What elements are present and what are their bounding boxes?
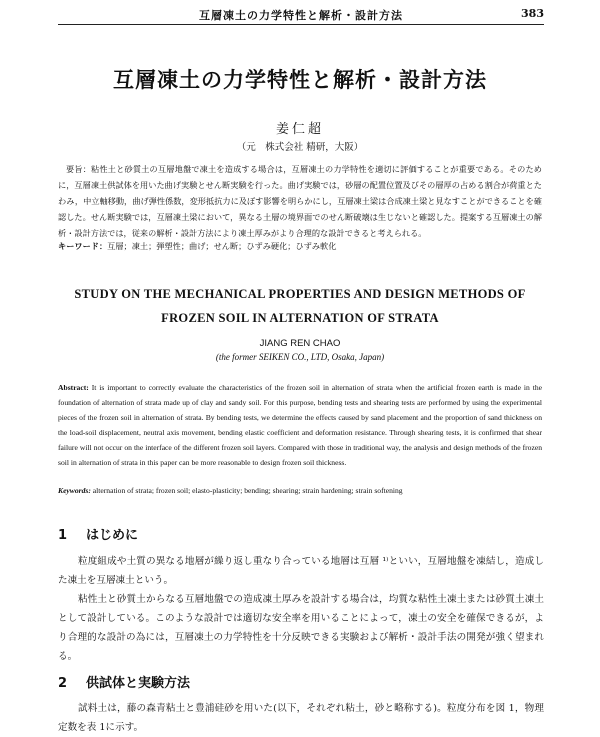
author-name-ja: 姜仁超 [275, 122, 324, 137]
section-1-body [58, 552, 544, 666]
keywords-en [58, 486, 542, 495]
section-1-heading [58, 524, 138, 543]
abstract-en [58, 380, 542, 470]
section-1-title: はじめに [86, 528, 139, 543]
abstract-ja [58, 161, 542, 241]
running-head-title: 互層凍土の力学特性と解析・設計方法 [199, 9, 403, 22]
keywords-ja-label: キーワード： [58, 241, 108, 251]
section-2-heading [58, 672, 190, 691]
affiliation-ja: （元 株式会社 精研，大阪） [236, 142, 364, 153]
keywords-ja [58, 241, 542, 252]
section-2-body [58, 699, 544, 737]
keywords-en-label: Keywords: [58, 486, 91, 495]
section-1-paragraph: 粘性土と砂質土からなる互層地盤での造成凍土厚みを設計する場合は，均質な粘性土凍土または砂質土凍土として設計している。このような設計では適切な安全率を用いることによって，凍土の安全を確保できるが，より合理的な設計の為には，互層凍土の力学特性を十分反映できる実験および解析・設計手法の開発が強く望まれる。 [58, 594, 544, 662]
section-2-paragraph: 試料土は，藤の森青粘土と豊浦硅砂を用いた(以下，それぞれ粘土，砂と略称する)。粒度分布を図 1，物理定数を表 1に示す。 [58, 703, 544, 733]
section-2-number: 2 [58, 676, 68, 691]
paper-title-en: STUDY ON THE MECHANICAL PROPERTIES AND DESIGN METHODS OF FROZEN SOIL IN ALTERNATION OF STRATA [74, 287, 526, 325]
abstract-en-text: It is important to correctly evaluate the characteristics of the frozen soil in alternation of strata when the artificial frozen earth is made in the foundation of alternation of strata made up of clay and sandy soil. For this purpose, bending tests and shearing tests are performed by using the experimental pieces of the frozen soil in alternation of strata. By bending tests, we determine the effects caused by sand placement and the proportion of sand thickness on the load-soil displacement, neutral axis movement, bending elastic coefficient and deformation resistance. Through shearing tests, it is confirmed that shear failure will not occur on the interface of the different frozen soil layers. Compared with those in traditional way, the analysis and design methods of the frozen soil in alternation of strata in this paper can be more reasonable to design frozen soil thickness. [58, 383, 542, 467]
section-1-paragraph: 粒度組成や土質の異なる地層が繰り返し重なり合っている地層は互層 ¹⁾といい，互層地盤を凍結し，造成した凍土を互層凍土という。 [58, 556, 544, 586]
section-1-number: 1 [58, 528, 68, 543]
affiliation-en: (the former SEIKEN CO., LTD, Osaka, Japan) [215, 352, 385, 362]
abstract-en-label: Abstract: [58, 383, 89, 392]
running-head [58, 4, 544, 25]
keywords-en-text: alternation of strata; frozen soil; elasto-plasticity; bending; shearing; strain hardening; strain softening [90, 486, 403, 495]
author-name-en: JIANG REN CHAO [259, 338, 341, 349]
section-2-title: 供試体と実験方法 [86, 676, 191, 691]
paper-title-ja: 互層凍土の力学特性と解析・設計方法 [113, 67, 487, 92]
keywords-ja-text: 互層；凍土；弾塑性；曲げ；せん断；ひずみ硬化；ひずみ軟化 [107, 241, 337, 251]
abstract-ja-text: 要旨：粘性土と砂質土の互層地盤で凍土を造成する場合は，互層凍土の力学特性を適切に評価することが重要である。そのために，互層凍土供試体を用いた曲げ実験とせん断実験を行った。曲げ実験では，砂層の配置位置及びその層厚の占める割合が荷重とたわみ，中立軸移動，曲げ弾性係数，変形抵抗力に及ぼす影響を明らかにし，互層凍土梁は合成凍土梁と見なすことができることを確認した。せん断実験では，互層凍土梁において，異なる土層の境界面でのせん断破壊は生じないと確認した。提案する互層凍土の解析・設計方法では，従来の解析・設計方法により凍土厚みがより合理的な設計できると考えられる。 [58, 164, 542, 238]
page-number: 383 [521, 7, 544, 20]
